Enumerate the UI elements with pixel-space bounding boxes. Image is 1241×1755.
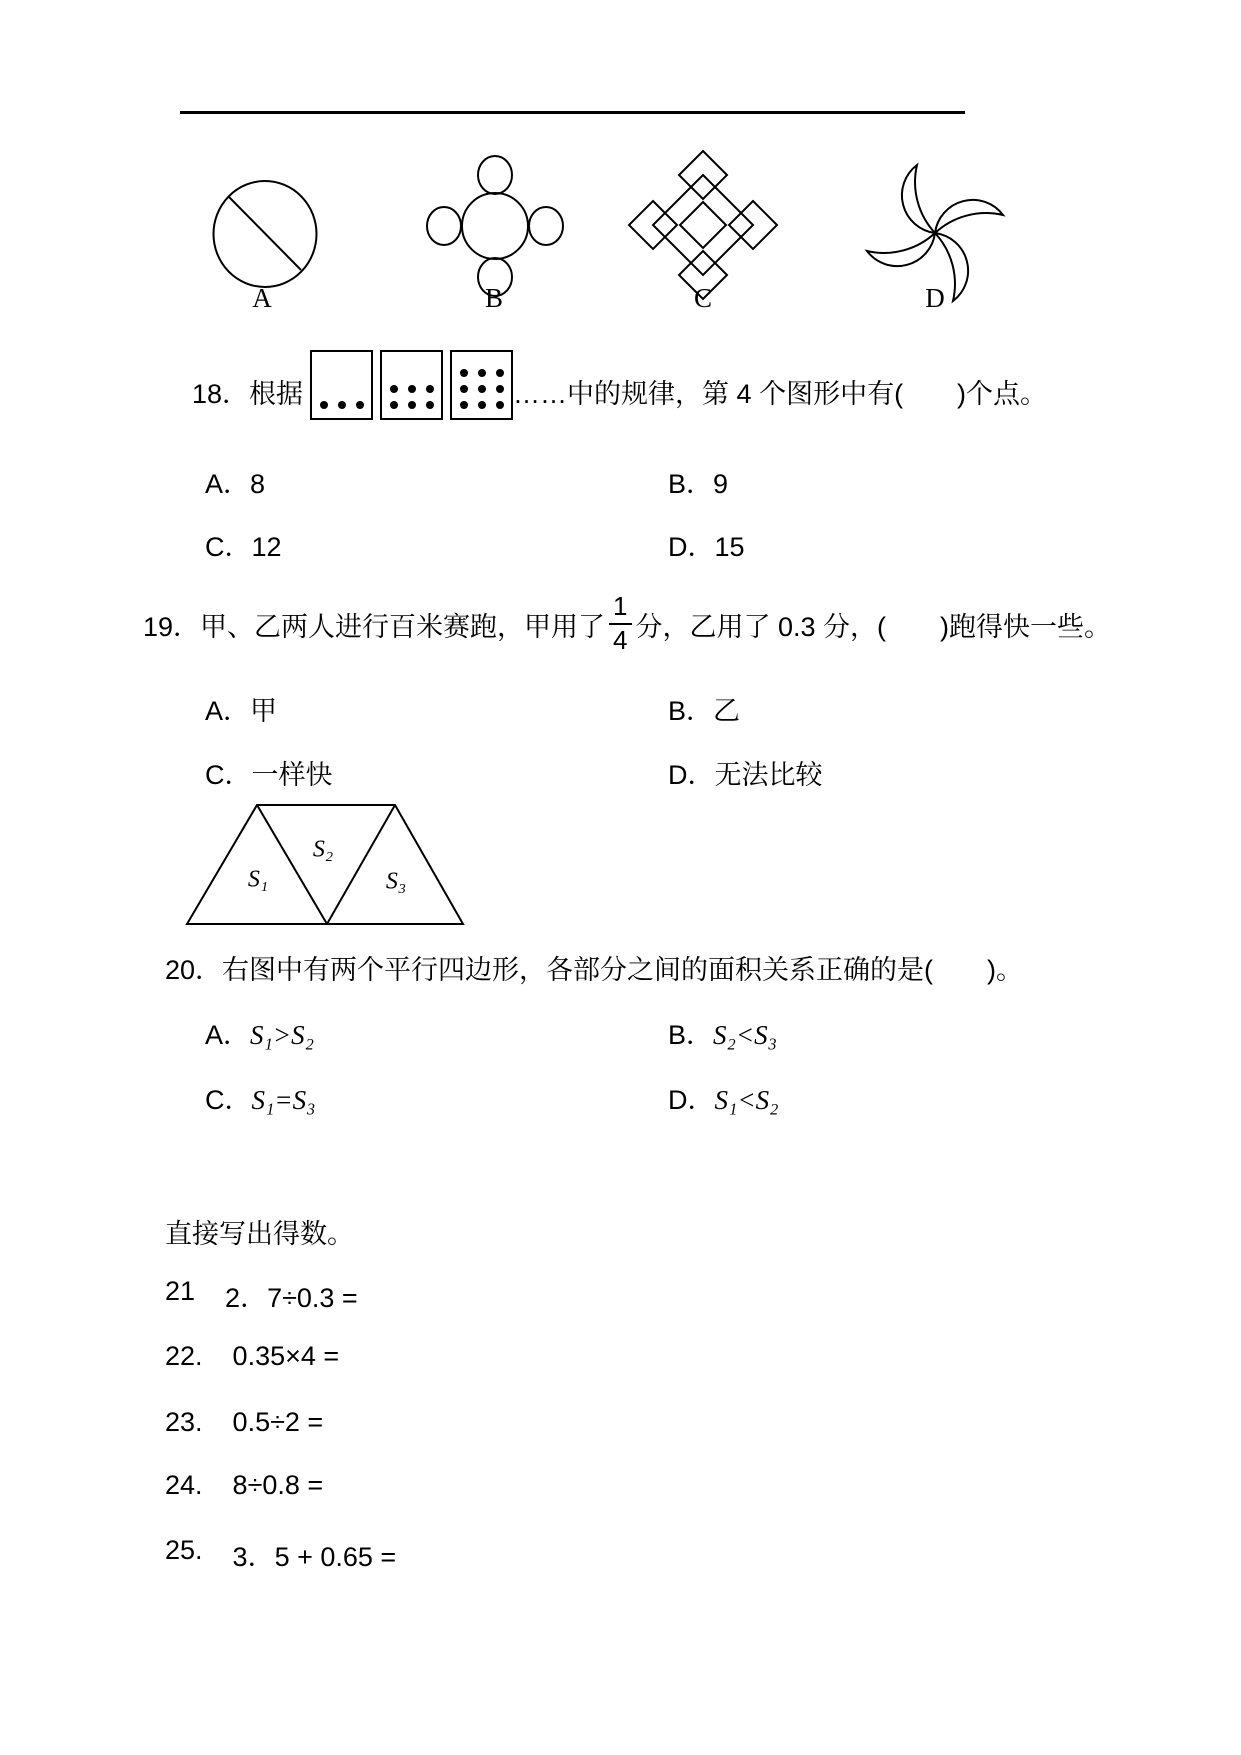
problem-21-number: 21 [165, 1276, 196, 1306]
question-20: 20．右图中有两个平行四边形，各部分之间的面积关系正确的是( )。 [165, 955, 1024, 985]
problem-23-number: 23. [165, 1407, 203, 1437]
problem-24-number: 24. [165, 1470, 203, 1500]
area-label-s3: S₃ [385, 868, 407, 895]
pattern-dot [408, 401, 416, 409]
pattern-dot [338, 401, 346, 409]
pattern-dot [408, 385, 416, 393]
figure-d-label: D [925, 283, 945, 313]
q18-option-d: D．15 [668, 532, 745, 562]
problem-23-expression: 0.5÷2 = [232, 1407, 324, 1437]
pattern-dot [478, 369, 486, 377]
pattern-dot [460, 369, 468, 377]
area-label-s2: S₂ [312, 836, 334, 863]
fraction-denominator: 4 [613, 625, 628, 655]
q20-option-d-formula: S₁<S₂ [714, 1085, 779, 1115]
figure-c-diamond-pattern [627, 149, 779, 301]
problem-24 [165, 1470, 323, 1501]
figure-a-circle-with-diagonal [212, 180, 318, 288]
q20-option-d-letter: D． [668, 1085, 715, 1115]
q20-option-a-letter: A． [205, 1020, 251, 1050]
question-18-text-before: 18．根据 [192, 378, 304, 409]
q19-option-c: C．一样快 [205, 760, 333, 790]
figure-c-label: C [693, 283, 713, 313]
q18-option-a: A．8 [205, 469, 266, 499]
fraction-numerator: 1 [609, 592, 631, 625]
problem-25 [165, 1535, 396, 1574]
pattern-dot [426, 385, 434, 393]
pattern-dot [390, 385, 398, 393]
q19-option-a: A．甲 [205, 696, 278, 726]
pattern-dot [496, 369, 504, 377]
pattern-dot [496, 401, 504, 409]
pattern-dot [460, 401, 468, 409]
q18-option-b: B．9 [668, 469, 729, 499]
dot-grid-box-1 [310, 350, 373, 420]
q20-option-b-formula: S₂<S₃ [713, 1020, 778, 1050]
problem-21-expression: 2．7÷0.3 = [225, 1283, 358, 1313]
pattern-dot [426, 401, 434, 409]
fraction-one-quarter [609, 592, 631, 656]
pattern-dot [390, 401, 398, 409]
problem-25-number: 25. [165, 1535, 203, 1565]
area-label-s1: S₁ [247, 866, 269, 893]
problem-22-expression: 0.35×4 = [232, 1341, 340, 1371]
dot-grid-box-3 [450, 350, 513, 420]
problem-22-number: 22. [165, 1341, 203, 1371]
problem-24-expression: 8÷0.8 = [232, 1470, 324, 1500]
q20-option-c-letter: C． [205, 1085, 252, 1115]
q20-option-c [205, 1078, 316, 1117]
figure-trapezoid-parallelograms [180, 798, 470, 931]
question-19-text-before: 19．甲、乙两人进行百米赛跑，甲用了 [143, 611, 606, 642]
pattern-dot [320, 401, 328, 409]
dot-grid-box-2 [380, 350, 443, 420]
q20-option-a [205, 1013, 314, 1052]
figure-b-circle-cluster [424, 155, 566, 297]
q20-option-b [668, 1013, 777, 1052]
q19-option-d: D．无法比较 [668, 760, 823, 790]
question-19 [143, 581, 1111, 667]
pattern-dot [478, 385, 486, 393]
problem-22 [165, 1341, 339, 1372]
section-title: 直接写出得数。 [165, 1219, 354, 1249]
problem-23 [165, 1407, 323, 1438]
problem-21 [165, 1276, 358, 1315]
problem-25-expression: 3．5 + 0.65 = [232, 1542, 397, 1572]
q20-option-c-formula: S₁=S₃ [251, 1085, 316, 1115]
q20-option-a-formula: S₁>S₂ [250, 1020, 315, 1050]
q20-option-d [668, 1078, 779, 1117]
q18-option-c: C．12 [205, 532, 282, 562]
q20-option-b-letter: B． [668, 1020, 714, 1050]
pattern-dot [496, 385, 504, 393]
q19-option-b: B．乙 [668, 696, 741, 726]
figure-a-label: A [252, 283, 272, 313]
pattern-dot [356, 401, 364, 409]
horizontal-rule [180, 111, 965, 114]
pattern-dot [460, 385, 468, 393]
pattern-dot [478, 401, 486, 409]
figure-b-label: B [484, 283, 504, 313]
question-19-text-after: 分，乙用了 0.3 分，( )跑得快一些。 [635, 611, 1112, 642]
question-18 [192, 355, 1047, 420]
question-18-text-after: ……中的规律，第 4 个图形中有( )个点。 [513, 378, 1048, 409]
